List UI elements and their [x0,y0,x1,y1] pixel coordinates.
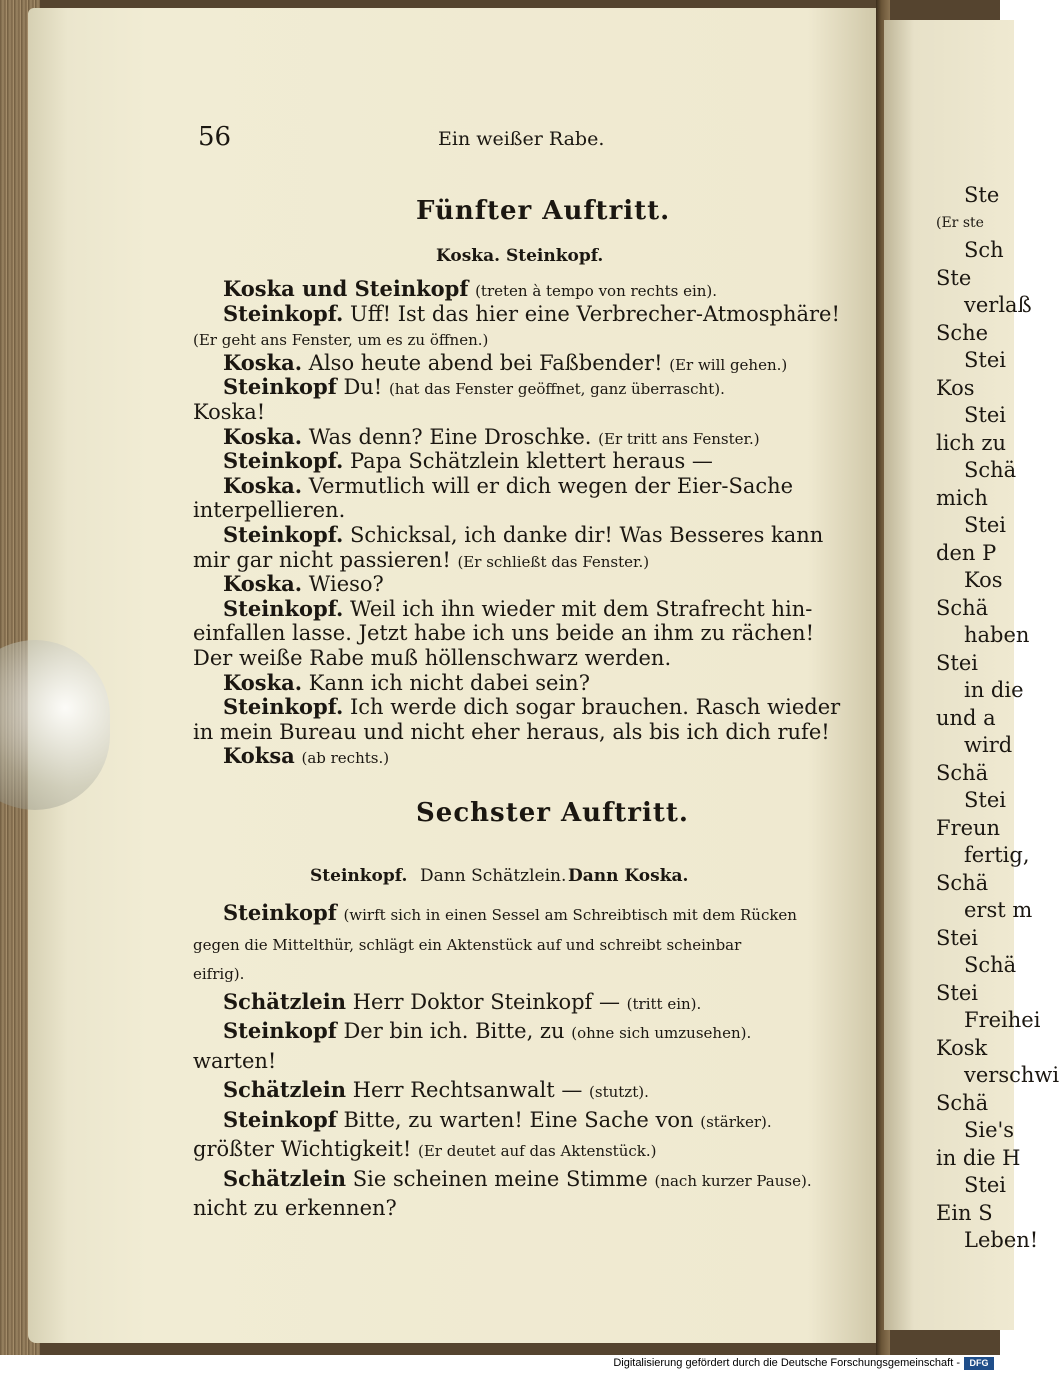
speaker-name: Koska. [223,349,303,375]
dfg-logo: DFG [964,1357,994,1370]
speaker-name: Koska und Steinkopf [223,276,469,301]
spoken-text: Also heute abend bei Faßbender! [308,350,663,375]
dialogue-line [223,670,590,696]
stage-direction: (tritt ein). [626,994,702,1013]
speaker-name: Steinkopf. [223,595,344,621]
scene5-cast: Koska. Steinkopf. [436,246,604,266]
right-page-line: Stei [964,348,1006,372]
right-page-line: und a [936,705,996,730]
speaker-name: Koska. [223,669,303,695]
spoken-text: Der weiße Rabe muß höllenschwarz werden. [193,646,672,670]
dialogue-line [223,1166,812,1194]
stage-direction: (treten à tempo von rechts ein). [475,282,718,300]
speaker-name: Koska. [223,472,303,498]
right-page-line: Stei [964,1173,1006,1197]
dialogue-line [193,399,265,425]
footer [0,1355,1000,1373]
stage-direction: (wirft sich in einen Sessel am Schreibtisch mit dem Rücken [343,906,797,924]
spoken-text: Wieso? [308,572,384,597]
spoken-text: Weil ich ihn wieder mit dem Strafrecht hin- [350,596,813,621]
stage-direction: (Er tritt ans Fenster.) [598,429,760,448]
speaker-name: Schätzlein [223,1165,347,1191]
dialogue-line [223,571,384,597]
dialogue-line [223,1077,649,1105]
page-number: 56 [198,122,232,152]
speaker-name: Koska. [223,571,303,597]
right-page-line: Stei [936,925,978,950]
speaker-name: Koska. [223,423,303,449]
right-page-line: Freun [936,815,1001,840]
stage-direction: eifrig). [193,965,245,983]
speaker-name: Schätzlein [223,988,347,1014]
right-page-line: Sie's [964,1118,1015,1142]
dialogue-line [223,900,797,928]
dialogue-line [193,620,814,646]
spoken-text: Schicksal, ich danke dir! Was Besseres kann [350,523,824,547]
dialogue-line [223,743,389,771]
right-page-line: Schä [936,870,989,895]
speaker-name: Steinkopf [223,1018,337,1043]
right-page-line: Leben! [964,1228,1039,1252]
stage-direction: (ohne sich umzusehen). [571,1024,752,1042]
right-page-line: Kos [964,568,1003,592]
right-page-line: mich [936,485,988,510]
scene5-heading: Fünfter Auftritt. [416,196,671,226]
dialogue-line [223,596,812,622]
spoken-text: Kann ich nicht dabei sein? [308,670,590,695]
dialogue-line [193,719,830,745]
right-page-line: lich zu [936,430,1006,455]
stage-direction: (Er will gehen.) [669,355,788,374]
speaker-name: Steinkopf [223,1106,337,1132]
right-page-line: Freihei [964,1008,1041,1032]
dialogue-line [193,1195,397,1221]
stage-direction: (hat das Fenster geöffnet, ganz überrascht). [388,380,725,399]
speaker-name: Koksa [223,743,295,769]
speaker-name: Steinkopf. [223,522,344,547]
spoken-text: Koska! [193,400,266,424]
right-page-line: wird [964,733,1013,757]
speaker-name: Schätzlein [223,1077,347,1102]
spoken-text: nicht zu erkennen? [193,1196,397,1220]
stage-direction: gegen die Mittelthür, schlägt ein Aktenstück auf und schreibt scheinbar [193,935,742,954]
spoken-text: warten! [193,1048,277,1073]
right-page-line: Schä [936,595,989,620]
dialogue-line [193,645,671,671]
right-page-line: Schä [964,458,1017,482]
right-page-line: fertig, [964,843,1030,867]
scene6-cast-a: Steinkopf. [310,866,408,886]
stage-direction: (nach kurzer Pause). [654,1171,812,1190]
dialogue-line [193,930,741,958]
dialogue-line [223,694,840,720]
right-page-line: den P [936,540,997,565]
right-page-line: Sche [936,320,989,345]
spoken-text: Ich werde dich sogar brauchen. Rasch wieder [350,695,841,720]
speaker-name: Steinkopf [223,900,337,925]
right-page-line: Kosk [936,1035,988,1060]
right-page-line: Stei [936,650,978,675]
right-page-line: Stei [964,513,1006,537]
spoken-text: Vermutlich will er dich wegen der Eier-Sache [308,473,794,498]
right-page-line: Stei [964,403,1006,427]
speaker-name: Steinkopf. [223,448,344,474]
stage-direction: (stutzt). [589,1083,649,1101]
right-page-line: Ste [964,183,1000,207]
stage-direction: (stärker). [700,1112,772,1131]
right-page-line: Kos [936,375,975,400]
spoken-text: Was denn? Eine Droschke. [308,424,592,449]
dialogue-line [223,522,823,548]
left-page-text [28,8,878,1343]
dialogue-line [193,1048,276,1074]
speaker-name: Steinkopf. [223,694,344,720]
left-page [28,8,878,1343]
footer-text: Digitalisierung gefördert durch die Deutsche Forschungsgemeinschaft - [613,1357,960,1369]
spoken-text: interpellieren. [193,498,346,523]
right-page-line: verschwi [964,1063,1059,1087]
dialogue-line [223,989,701,1017]
dialogue-line [223,448,713,474]
scene6-heading: Sechster Auftritt. [416,798,689,828]
right-page-line: Ein S [936,1200,993,1225]
right-page-line: Schä [936,760,989,785]
spoken-text: Der bin ich. Bitte, zu [343,1019,565,1043]
right-page-line: in die H [936,1145,1021,1170]
spoken-text: einfallen lasse. Jetzt habe ich uns beide an ihm zu rächen! [193,621,815,646]
spoken-text: Bitte, zu warten! Eine Sache von [343,1107,694,1132]
spoken-text: Du! [343,375,383,400]
dialogue-line [223,1107,772,1135]
dialogue-line [223,374,725,402]
right-page-line: Ste [936,265,972,290]
dialogue-line [223,301,840,327]
right-page-line: in die [964,678,1024,702]
dialogue-line [193,1136,656,1164]
dialogue-line [223,473,793,499]
spoken-text: größter Wichtigkeit! [193,1137,412,1161]
stage-direction: (ab rechts.) [301,749,390,768]
stage-direction: (Er geht ans Fenster, um es zu öffnen.) [193,331,489,350]
scene6-cast-c: Dann Koska. [568,866,689,886]
dialogue-line [193,497,345,523]
right-page-line: Schä [964,953,1017,977]
scene6-cast-b: Dann Schätzlein. [420,866,567,886]
spoken-text: Papa Schätzlein klettert heraus — [350,449,713,474]
spoken-text: mir gar nicht passieren! [193,547,451,572]
spoken-text: Uff! Ist das hier eine Verbrecher-Atmosphäre! [350,301,840,326]
dialogue-line [223,1018,751,1046]
right-page-line: verlaß [964,293,1032,317]
stage-direction: (Er schließt das Fenster.) [457,552,650,571]
spoken-text: Herr Doktor Steinkopf — [352,989,620,1014]
speaker-name: Steinkopf [223,374,337,400]
right-page-line: Schä [936,1090,989,1115]
right-page-line: Stei [936,980,978,1005]
spoken-text: Sie scheinen meine Stimme [352,1166,648,1191]
right-page-line: Stei [964,788,1006,812]
right-page-text [884,20,1059,1330]
right-page-line: erst m [964,898,1033,922]
right-page [884,20,1059,1330]
spoken-text: in mein Bureau und nicht eher heraus, als bis ich dich rufe! [193,719,830,744]
right-page-line: haben [964,623,1030,647]
stage-direction: (Er deutet auf das Aktenstück.) [417,1142,657,1160]
speaker-name: Steinkopf. [223,300,344,326]
dialogue-line [193,959,244,987]
right-page-line: (Er ste [936,214,984,231]
spoken-text: Herr Rechtsanwalt — [352,1078,583,1102]
running-head: Ein weißer Rabe. [438,128,605,150]
right-page-line: Sch [964,238,1004,262]
